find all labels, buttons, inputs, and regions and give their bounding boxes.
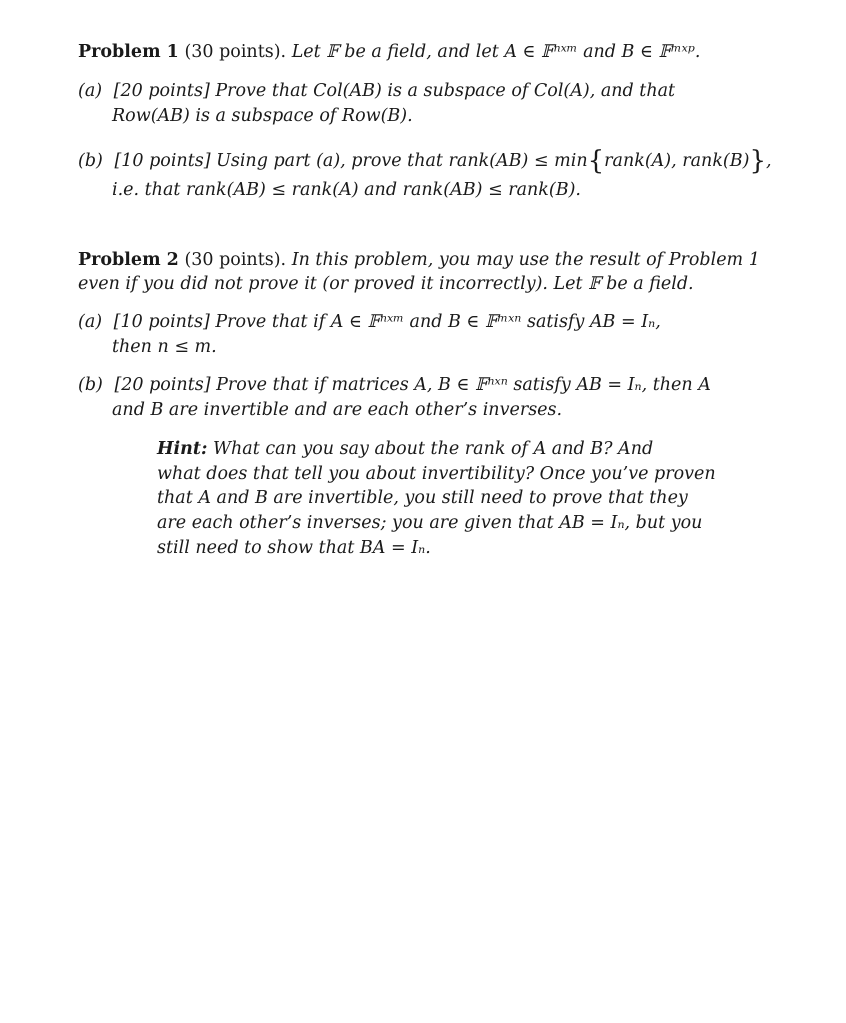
hint-text1: What can you say about the rank of A and B? And	[213, 439, 654, 459]
hint-label: Hint:	[157, 439, 208, 459]
problem1-statement: Let 𝔽 be a field, and let A ∈ 𝔽ⁿˣᵐ and B ∈ 𝔽ᵐˣᵖ.	[291, 42, 701, 62]
problem1-part-b-brace-close: }	[749, 146, 766, 176]
problem1-part-b-brace-open: {	[587, 146, 605, 176]
problem2-heading	[78, 248, 760, 272]
problem1-title: Problem 1	[78, 42, 179, 62]
problem1-part-b-comma: ,	[765, 151, 772, 171]
problem1-part-b-line1	[78, 146, 772, 176]
problem1-part-a-label: (a)	[78, 81, 103, 101]
hint-line3: that A and B are invertible, you still need to prove that they	[157, 488, 688, 508]
problem1-part-b-line2: i.e. that rank(AB) ≤ rank(A) and rank(AB) ≤ rank(B).	[112, 180, 581, 200]
hint-line4: are each other’s inverses; you are given that AB = Iₙ, but you	[157, 513, 703, 533]
hint-line1	[157, 437, 653, 461]
problem1-part-b-label: (b)	[78, 151, 103, 171]
problem2-part-a-label: (a)	[78, 312, 103, 332]
problem2-points: (30 points).	[184, 250, 287, 270]
problem2-part-a-line1	[78, 310, 661, 334]
problem1-part-a-line2: Row(AB) is a subspace of Row(B).	[112, 106, 413, 126]
problem1-part-b-text1: [10 points] Using part (a), prove that rank(AB) ≤ min	[114, 151, 588, 171]
problem2-part-b-line2: and B are invertible and are each other’s inverses.	[112, 400, 563, 420]
problem2-part-a-line2: then n ≤ m.	[112, 337, 217, 357]
problem1-part-a-line1	[78, 79, 675, 103]
hint-line2: what does that tell you about invertibility? Once you’ve proven	[157, 464, 716, 484]
problem1-part-b-inner: rank(A), rank(B)	[604, 151, 750, 171]
hint-line5: still need to show that BA = Iₙ.	[157, 538, 431, 558]
problem1-points: (30 points).	[184, 42, 287, 62]
problem2-part-b-line1	[78, 373, 711, 397]
problem2-part-a-text1: [10 points] Prove that if A ∈ 𝔽ⁿˣᵐ and B ∈ 𝔽ᵐˣⁿ satisfy AB = Iₙ,	[113, 312, 661, 332]
problem1-part-a-text1: [20 points] Prove that Col(AB) is a subspace of Col(A), and that	[113, 81, 676, 101]
problem2-intro-line2: even if you did not prove it (or proved it incorrectly). Let 𝔽 be a field.	[78, 274, 694, 294]
problem2-intro-line1: In this problem, you may use the result of Problem 1	[291, 250, 760, 270]
problem2-part-b-text1: [20 points] Prove that if matrices A, B ∈ 𝔽ⁿˣⁿ satisfy AB = Iₙ, then A	[114, 375, 711, 395]
problem2-title: Problem 2	[78, 250, 179, 270]
problem1-heading	[78, 40, 700, 64]
problem2-part-b-label: (b)	[78, 375, 103, 395]
